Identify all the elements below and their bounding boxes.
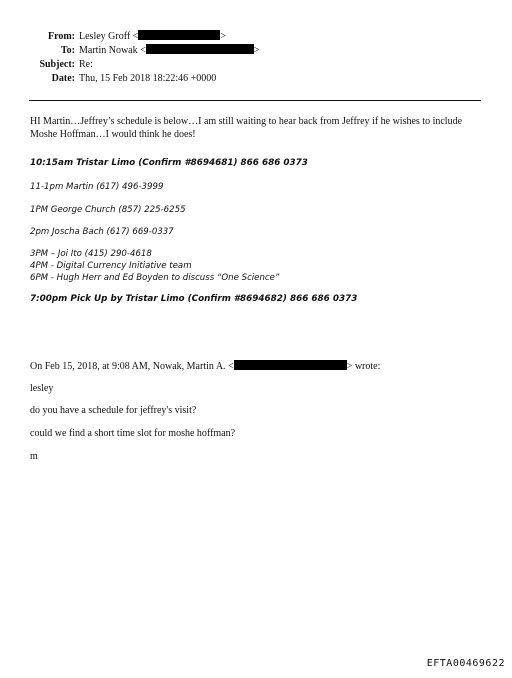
quoted-line: do you have a schedule for jeffrey's visit?: [30, 405, 197, 416]
to-name: Martin Nowak <: [79, 45, 146, 56]
date-label: Date:: [51, 73, 75, 84]
quoted-attribution: [30, 360, 380, 372]
from-name: Lesley Groff <: [79, 31, 139, 42]
schedule-item: 3PM – Joi Ito (415) 290-4618: [30, 249, 152, 259]
redaction-block: [138, 30, 220, 40]
schedule-item: 7:00pm Pick Up by Tristar Limo (Confirm #8694682) 866 686 0373: [30, 294, 358, 304]
to-label: To:: [60, 45, 75, 56]
schedule-item: 4PM - Digital Currency Initiative team: [30, 261, 192, 271]
attribution-suffix: > wrote:: [346, 361, 381, 372]
redaction-block: [146, 44, 254, 54]
header-divider: [29, 100, 481, 101]
to-suffix: >: [253, 45, 260, 56]
subject-label: Subject:: [39, 59, 75, 70]
attribution-prefix: On Feb 15, 2018, at 9:08 AM, Nowak, Martin A. <: [30, 361, 234, 372]
schedule-item: 10:15am Tristar Limo (Confirm #8694681) 866 686 0373: [30, 158, 308, 168]
redaction-block: [234, 360, 347, 370]
quoted-line: m: [30, 451, 38, 462]
schedule-item: 2pm Joscha Bach (617) 669-0337: [30, 227, 174, 237]
quoted-line: lesley: [30, 383, 54, 394]
quoted-line: could we find a short time slot for moshe hoffman?: [30, 428, 236, 439]
date-value: Thu, 15 Feb 2018 18:22:46 +0000: [79, 73, 217, 84]
schedule-item: 11-1pm Martin (617) 496-3999: [30, 182, 164, 192]
schedule-item: 6PM - Hugh Herr and Ed Boyden to discuss “One Science”: [30, 273, 280, 283]
intro-line: Moshe Hoffman…I would think he does!: [30, 129, 196, 140]
subject-value: Re:: [79, 59, 93, 70]
from-label: From:: [47, 31, 75, 42]
to-value: [79, 44, 259, 58]
intro-line: HI Martin…Jeffrey’s schedule is below…I am still waiting to hear back from Jeffrey if he wishes to include: [30, 116, 463, 127]
message-intro: [30, 115, 480, 141]
schedule-item: 1PM George Church (857) 225-6255: [30, 205, 186, 215]
from-value: [79, 30, 226, 44]
document-id: EFTA00469622: [426, 658, 505, 669]
from-suffix: >: [220, 31, 226, 42]
